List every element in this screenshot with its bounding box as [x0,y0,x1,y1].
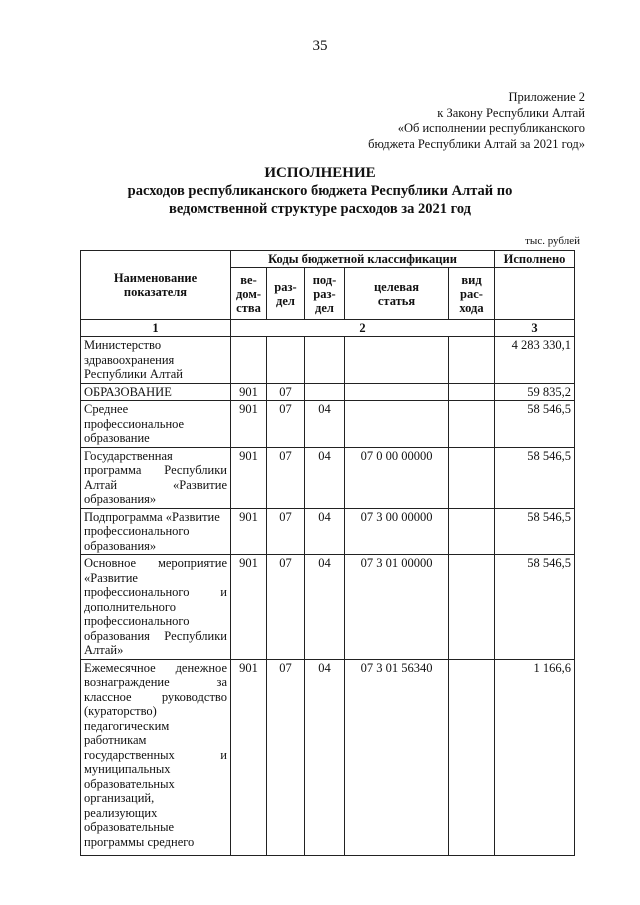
header-tselevaya: целевая статья [345,268,449,320]
row-name: Ежемесячное денежное вознаграждение за классное руководство (кураторство) педагогическим работникам государственных и муниципальных образовательных организаций, реализующих образовательные программы среднего [81,659,231,855]
row-name: ОБРАЗОВАНИЕ [81,383,231,401]
header-vid: вид рас- хода [449,268,495,320]
table-row [81,447,575,508]
index-col-1: 1 [81,320,231,337]
row-razdel: 07 [267,401,305,448]
title-line: ИСПОЛНЕНИЕ [264,165,376,181]
index-col-3: 3 [495,320,575,337]
row-podrazdel: 04 [305,447,345,508]
row-razdel: 07 [267,659,305,855]
row-name: Государственная программа Республики Алтай «Развитие образования» [81,447,231,508]
row-podrazdel: 04 [305,401,345,448]
row-tselevaya: 07 3 01 00000 [345,555,449,660]
header-codes-group: Коды бюджетной классификации [231,251,495,268]
row-amount: 59 835,2 [495,383,575,401]
units-label: тыс. рублей [525,235,580,247]
row-amount: 1 166,6 [495,659,575,855]
row-vid [449,447,495,508]
budget-table [80,250,575,856]
row-podrazdel: 04 [305,555,345,660]
row-amount: 58 546,5 [495,401,575,448]
table-row [81,659,575,855]
table-row [81,401,575,448]
row-ved: 901 [231,508,267,555]
appendix-line: «Об исполнении республиканского [397,121,585,135]
table-row [81,555,575,660]
row-ved: 901 [231,401,267,448]
header-podrazdel: под- раз- дел [305,268,345,320]
appendix-line: бюджета Республики Алтай за 2021 год» [368,136,585,151]
row-ved: 901 [231,383,267,401]
index-col-2: 2 [231,320,495,337]
row-razdel [267,337,305,384]
row-amount: 58 546,5 [495,555,575,660]
row-vid [449,659,495,855]
appendix-line: к Закону Республики Алтай [437,105,585,120]
row-amount: 4 283 330,1 [495,337,575,384]
row-tselevaya: 07 3 00 00000 [345,508,449,555]
row-ved: 901 [231,659,267,855]
row-ved: 901 [231,555,267,660]
appendix-line: Приложение 2 [508,90,585,104]
row-podrazdel: 04 [305,508,345,555]
table-row [81,508,575,555]
row-podrazdel: 04 [305,659,345,855]
header-razdel: раз- дел [267,268,305,320]
appendix-block [345,90,585,152]
row-name: Основное мероприятие «Развитие профессионального и дополнительного профессионального образования Республики Алтай» [81,555,231,660]
header-vedomstva: ве- дом- ства [231,268,267,320]
header-name: Наименование показателя [81,251,231,320]
row-razdel: 07 [267,555,305,660]
title-line: расходов республиканского бюджета Республики Алтай по [127,183,513,199]
row-podrazdel [305,337,345,384]
table-row [81,383,575,401]
row-tselevaya [345,337,449,384]
row-vid [449,401,495,448]
header-executed: Исполнено [495,251,575,268]
row-razdel: 07 [267,383,305,401]
row-vid [449,555,495,660]
row-name: Подпрограмма «Развитие профессионального образования» [81,508,231,555]
header-executed-blank [495,268,575,320]
row-name: Министерство здравоохранения Республики Алтай [81,337,231,384]
row-tselevaya: 07 0 00 00000 [345,447,449,508]
row-tselevaya: 07 3 01 56340 [345,659,449,855]
title-line: ведомственной структуре расходов за 2021 год [168,201,472,217]
row-amount: 58 546,5 [495,447,575,508]
row-tselevaya [345,383,449,401]
row-ved [231,337,267,384]
row-tselevaya [345,401,449,448]
row-razdel: 07 [267,508,305,555]
row-razdel: 07 [267,447,305,508]
page-number: 35 [312,38,328,54]
row-vid [449,337,495,384]
row-name: Среднее профессиональное образование [81,401,231,448]
row-amount: 58 546,5 [495,508,575,555]
row-podrazdel [305,383,345,401]
row-vid [449,383,495,401]
document-title [0,164,640,218]
row-vid [449,508,495,555]
row-ved: 901 [231,447,267,508]
table-row [81,337,575,384]
